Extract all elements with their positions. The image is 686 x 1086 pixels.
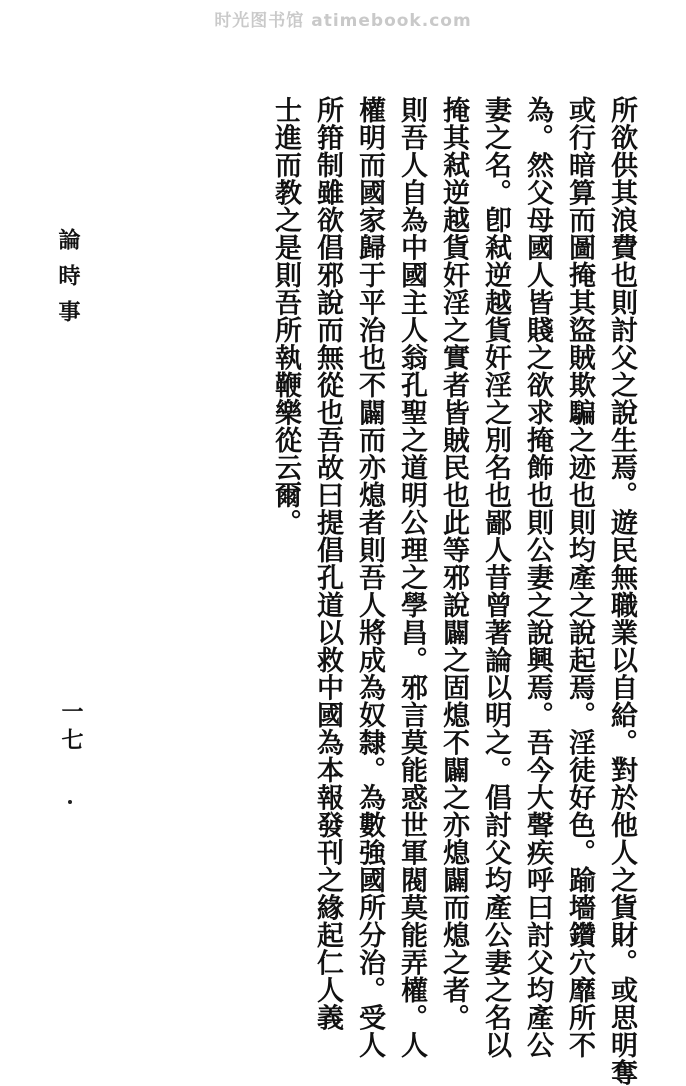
text-column: 所箝制雖欲倡邪說而無從也吾故曰提倡孔道以救中國為本報發刊之緣起仁人義 <box>312 96 343 1031</box>
dot-mark <box>68 800 72 804</box>
text-column: 妻之名。卽弒逆越貨奸淫之別名也鄙人昔曾著論以明之。倡討父均產公妻之名以 <box>480 96 511 1059</box>
text-column: 則吾人自為中國主人翁孔聖之道明公理之學昌。邪言莫能惑世軍閥莫能弄權。人 <box>396 96 427 1059</box>
page-number: 一七 <box>58 700 84 756</box>
watermark: 时光图书馆 atimebook.com <box>214 11 472 31</box>
running-title: 論時事 <box>55 228 81 336</box>
body-text <box>0 96 686 1086</box>
text-column: 權明而國家歸于平治也不闢而亦熄者則吾人將成為奴隸。為數強國所分治。受人 <box>354 96 385 1059</box>
text-column: 所欲供其浪費也則討父之說生焉。遊民無職業以自給。對於他人之貨財。或思明奪 <box>606 96 637 1086</box>
text-column: 為。然父母國人皆賤之欲求掩飾也則公妻之說興焉。吾今大聲疾呼曰討父均產公 <box>522 96 553 1059</box>
text-column: 掩其弒逆越貨奸淫之實者皆賊民也此等邪說闢之固熄不闢之亦熄闢而熄之者。 <box>438 96 469 1031</box>
text-column: 士進而教之是則吾所執鞭樂從云爾。 <box>270 96 301 536</box>
text-column: 或行暗算而圖掩其盜賊欺騙之迹也則均產之說起焉。淫徒好色。踰墻鑽穴靡所不 <box>564 96 595 1059</box>
